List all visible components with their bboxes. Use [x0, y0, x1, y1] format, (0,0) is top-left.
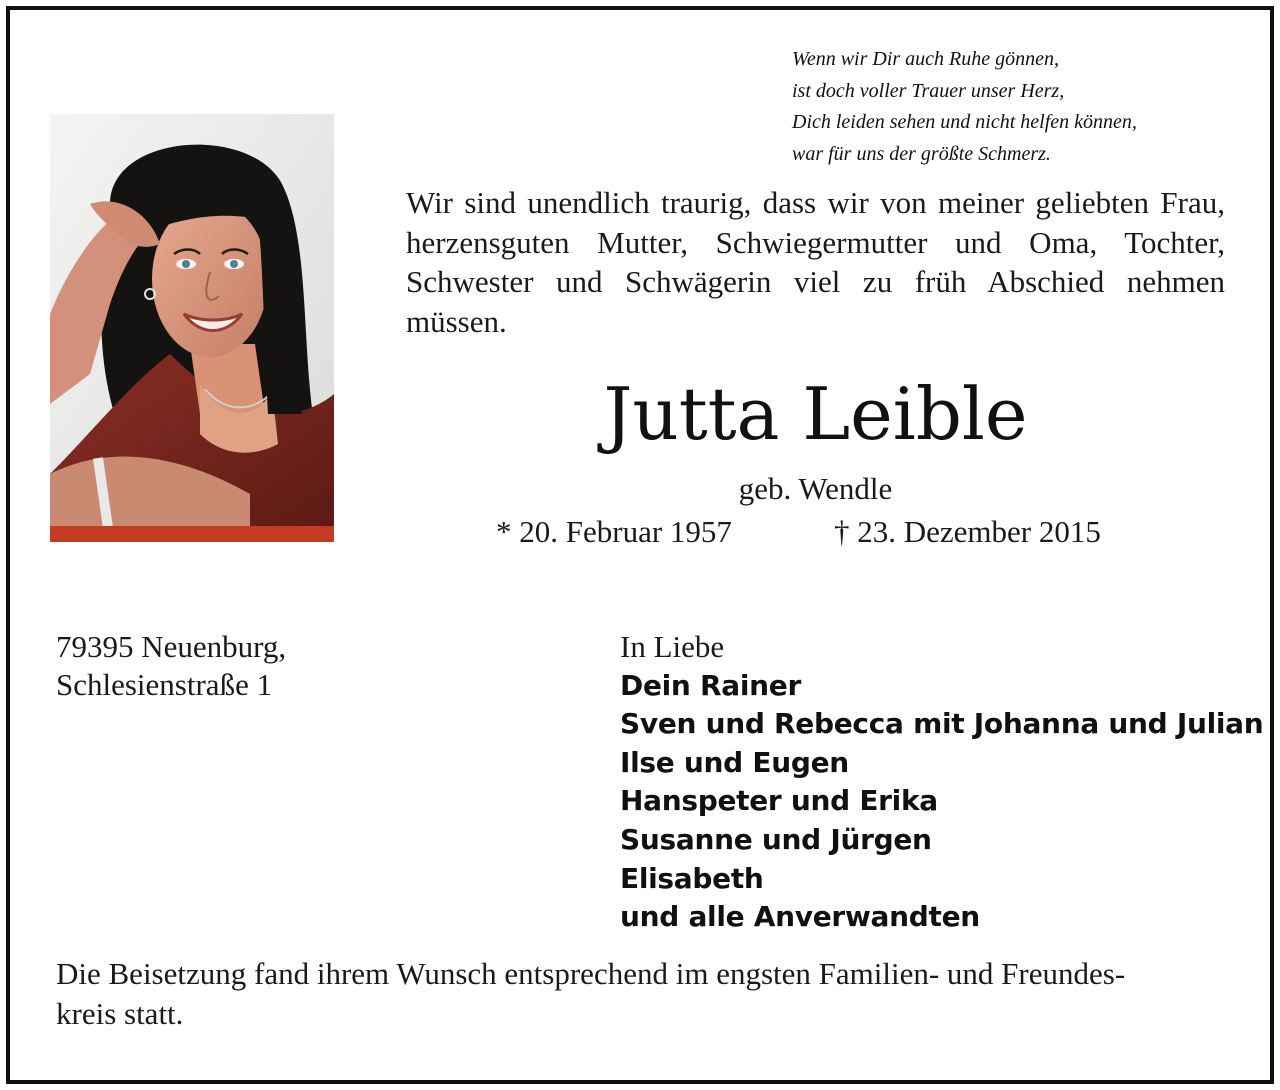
mourner-name: Hanspeter und Erika — [620, 784, 938, 818]
mourners-lead: In Liebe — [620, 629, 725, 664]
maiden-name: geb. Wendle — [738, 471, 893, 506]
address-line: Schlesienstraße 1 — [56, 667, 273, 702]
mourner-name: Susanne und Jürgen — [620, 822, 932, 856]
birth-date: * 20. Februar 1957 — [496, 514, 732, 549]
poem-line: ist doch voller Trauer unser Herz, — [792, 79, 1065, 102]
funeral-note-line: kreis statt. — [56, 996, 184, 1031]
portrait-illustration — [50, 114, 334, 542]
death-date: † 23. Dezember 2015 — [834, 514, 1101, 549]
portrait-photo — [50, 114, 334, 542]
poem-line: Dich leiden sehen und nicht helfen können, — [792, 111, 1137, 133]
deceased-name: Jutta Leible — [603, 372, 1028, 456]
funeral-note-line: Die Beisetzung fand ihrem Wunsch entsprechend im engsten Familien- und Freundes- — [56, 956, 1126, 991]
mourner-name: Elisabeth — [620, 861, 764, 895]
funeral-note — [56, 954, 1226, 1034]
poem-line: war für uns der größte Schmerz. — [792, 142, 1051, 165]
mourner-name: Dein Rainer — [620, 668, 801, 702]
address — [56, 628, 456, 704]
address-line: 79395 Neuenburg, — [56, 629, 287, 664]
poem — [792, 44, 1242, 170]
mourners — [620, 628, 1264, 937]
poem-line: Wenn wir Dir auch Ruhe gönnen, — [792, 48, 1060, 70]
intro-text: Wir sind unendlich traurig, dass wir von meiner geliebten Frau, herzensguten Mutter, Schwiegermutter und Oma, Tochter, Schwester und Schwägerin viel zu früh Abschied nehmen müssen. — [406, 185, 1225, 339]
mourner-name: Sven und Rebecca mit Johanna und Julian — [620, 707, 1264, 741]
mourner-name: und alle Anverwandten — [620, 900, 980, 934]
mourner-name: Ilse und Eugen — [620, 745, 849, 779]
